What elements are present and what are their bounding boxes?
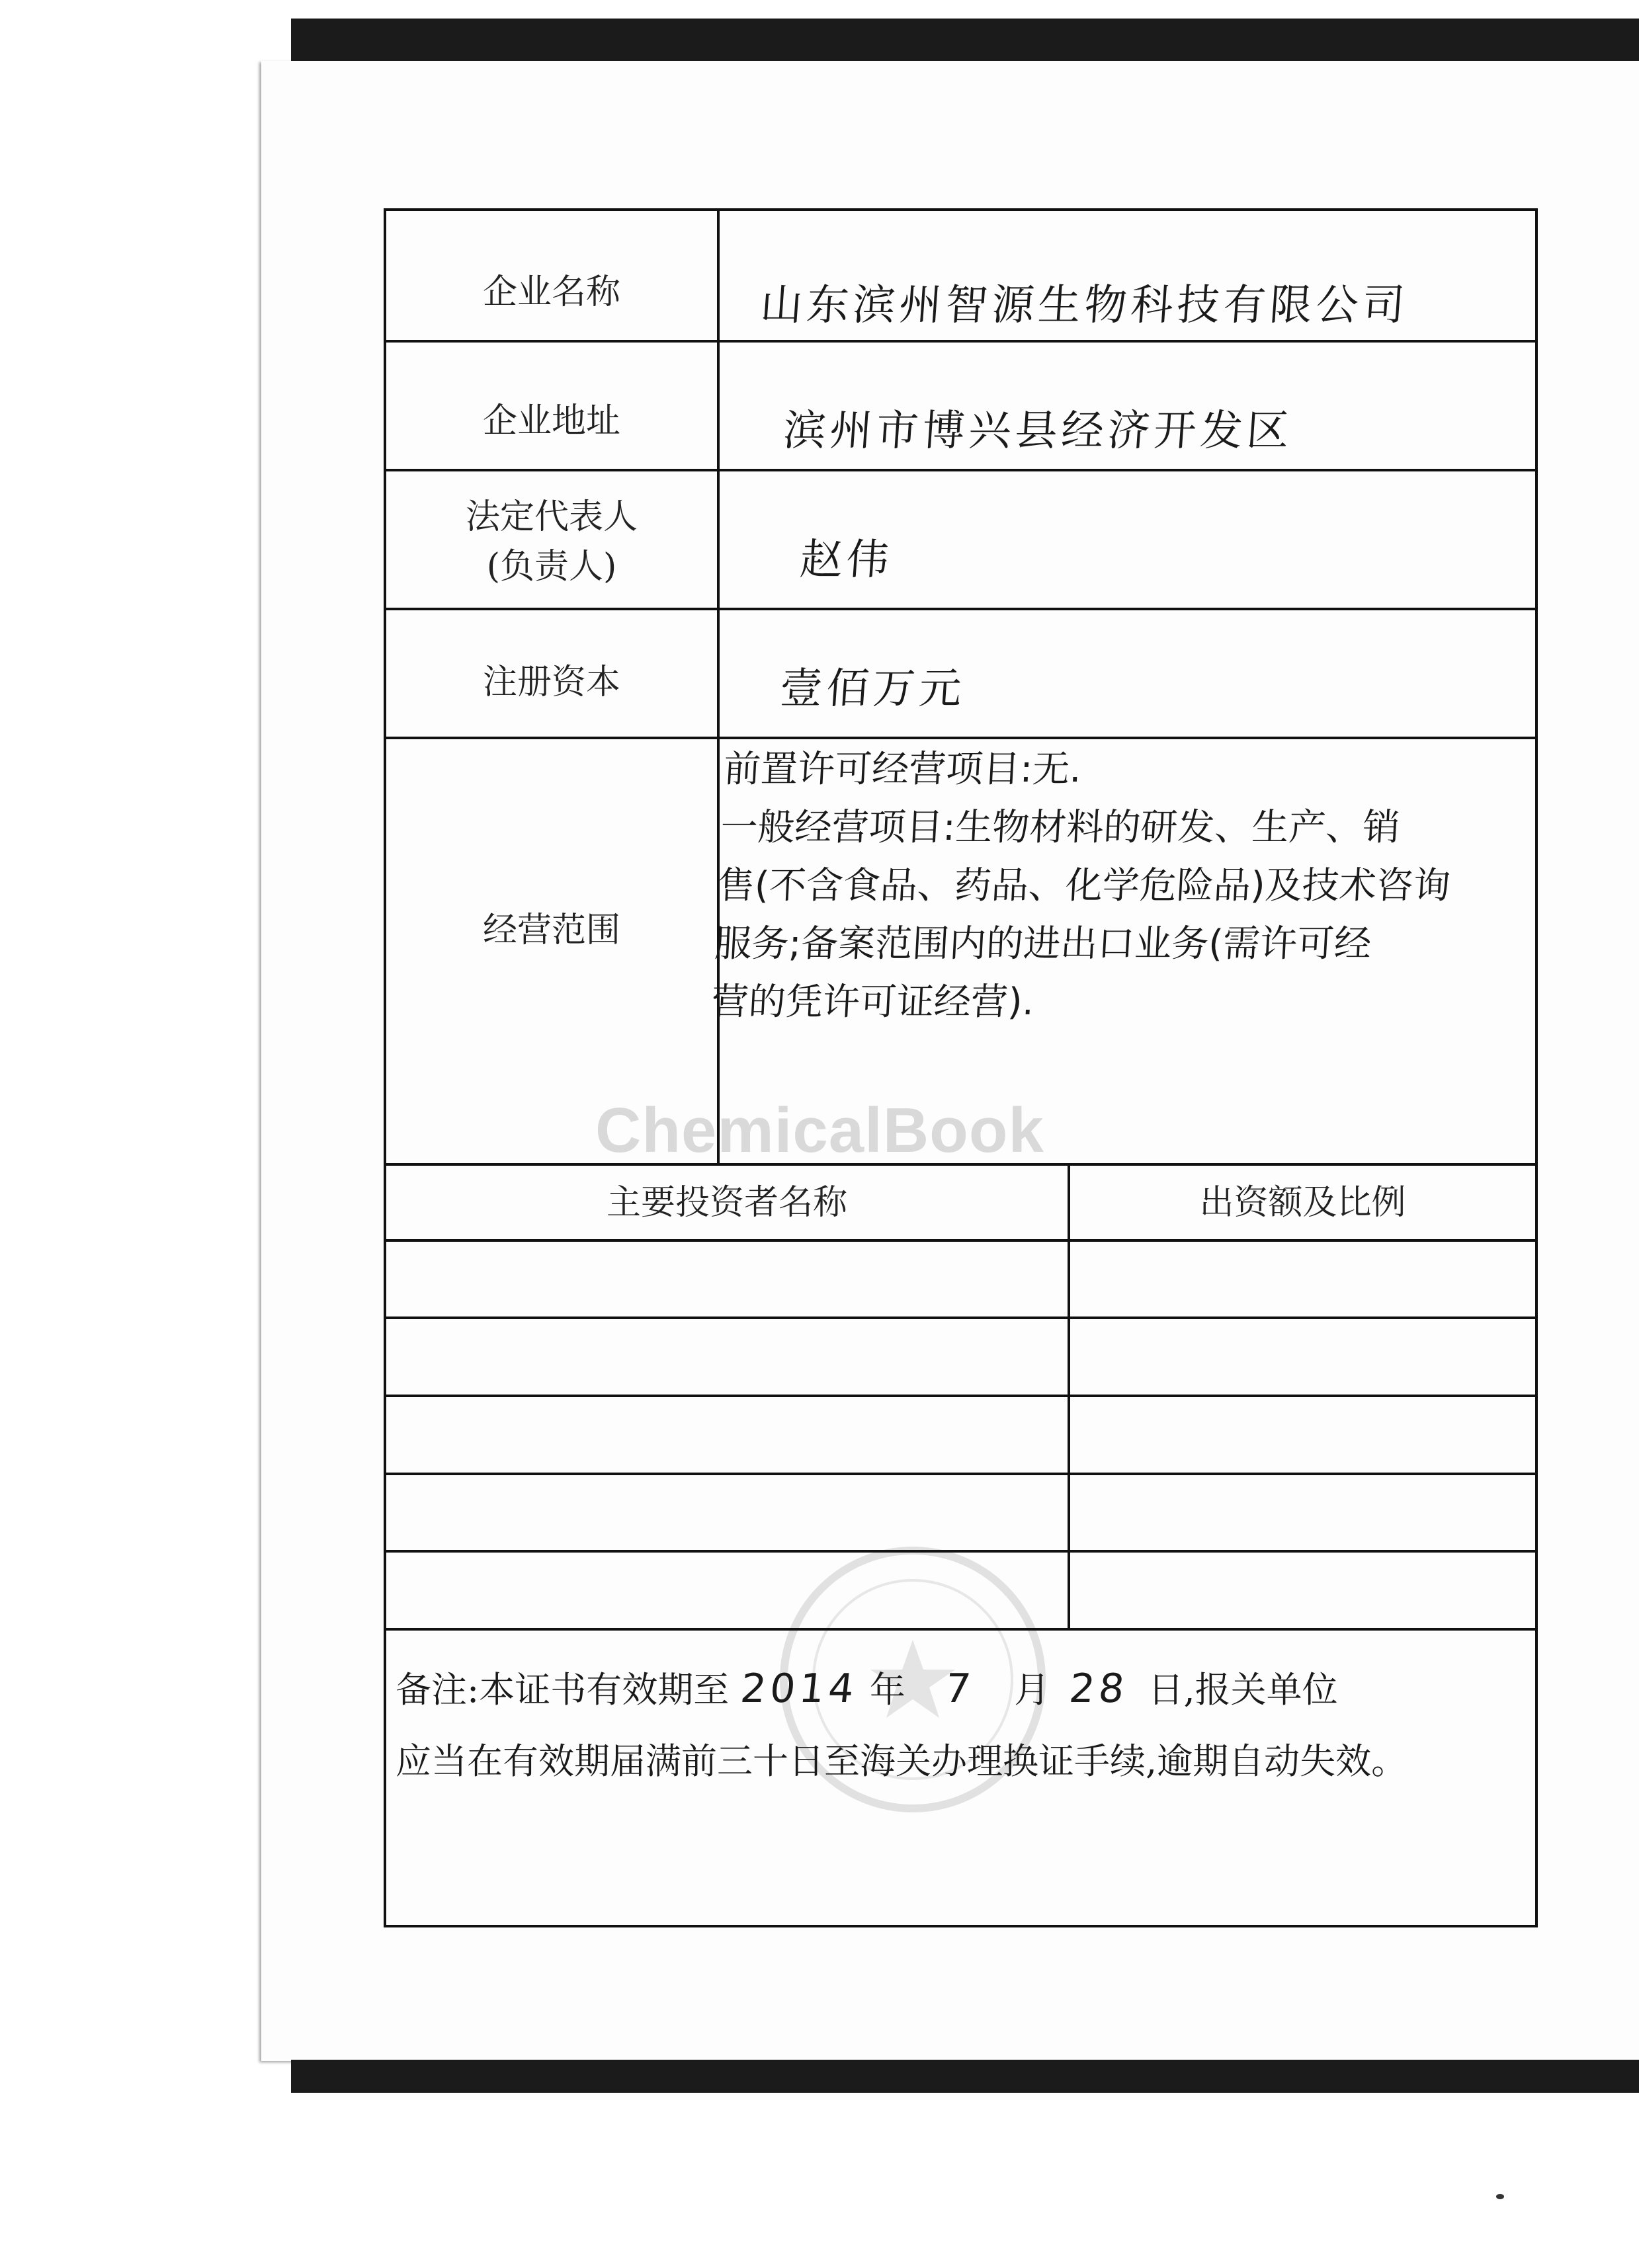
business-scope-line: 前置许可经营项目:无. (722, 748, 1083, 791)
year-unit: 年 (869, 1669, 905, 1711)
row-divider (386, 1316, 1535, 1319)
legal-rep-value: 赵伟 (798, 536, 895, 585)
remarks-line1 (396, 1653, 1533, 1726)
row-divider (386, 340, 1535, 343)
investor-column-divider (1068, 1163, 1070, 1628)
scan-edge-bottom (291, 2060, 1639, 2093)
scan-speck (1496, 2194, 1504, 2199)
row-divider (386, 1473, 1535, 1475)
legal-rep-label-line2: (负责人) (486, 547, 617, 587)
remarks-prefix: 备注:本证书有效期至 (396, 1669, 730, 1711)
row-divider (386, 1628, 1535, 1631)
remarks-line2: 应当在有效期届满前三十日至海关办理换证手续,逾期自动失效。 (396, 1740, 1408, 1782)
legal-rep-label-line1: 法定代表人 (465, 497, 638, 537)
row-divider (386, 737, 1535, 739)
business-scope-label: 经营范围 (482, 911, 620, 950)
scan-edge-top (291, 19, 1639, 65)
business-scope-line: 营的凭许可证经营). (710, 981, 1036, 1024)
company-address-label: 企业地址 (482, 401, 620, 441)
company-address-value: 滨州市博兴县经济开发区 (781, 407, 1295, 456)
business-scope-line: 服务;备案范围内的进出口业务(需许可经 (713, 922, 1372, 965)
business-scope-line: 一般经营项目:生物材料的研发、生产、销 (719, 806, 1402, 849)
company-name-value: 山东滨州智源生物科技有限公司 (758, 281, 1411, 330)
investor-name-header: 主要投资者名称 (606, 1183, 847, 1223)
business-scope-value (710, 741, 1538, 1032)
expiry-year: 2014 (738, 1666, 861, 1712)
business-scope-line: 售(不含食品、药品、化学危险品)及技术咨询 (716, 864, 1452, 907)
legal-rep-label (386, 493, 717, 592)
row-divider (386, 1239, 1535, 1242)
watermark: ChemicalBook (595, 1095, 1044, 1166)
expiry-day: 28 (1067, 1666, 1131, 1712)
investment-amount-header: 出资额及比例 (1199, 1183, 1406, 1223)
row-divider (386, 1395, 1535, 1397)
month-unit: 月 (1014, 1669, 1050, 1711)
row-divider (386, 469, 1535, 471)
registered-capital-label: 注册资本 (482, 663, 620, 702)
remarks (396, 1653, 1533, 1797)
row-divider (386, 608, 1535, 610)
company-name-label: 企业名称 (482, 272, 620, 312)
registered-capital-value: 壹佰万元 (778, 665, 968, 713)
expiry-month: 7 (943, 1666, 977, 1712)
day-suffix: 日,报关单位 (1148, 1669, 1338, 1711)
row-divider (386, 1550, 1535, 1553)
